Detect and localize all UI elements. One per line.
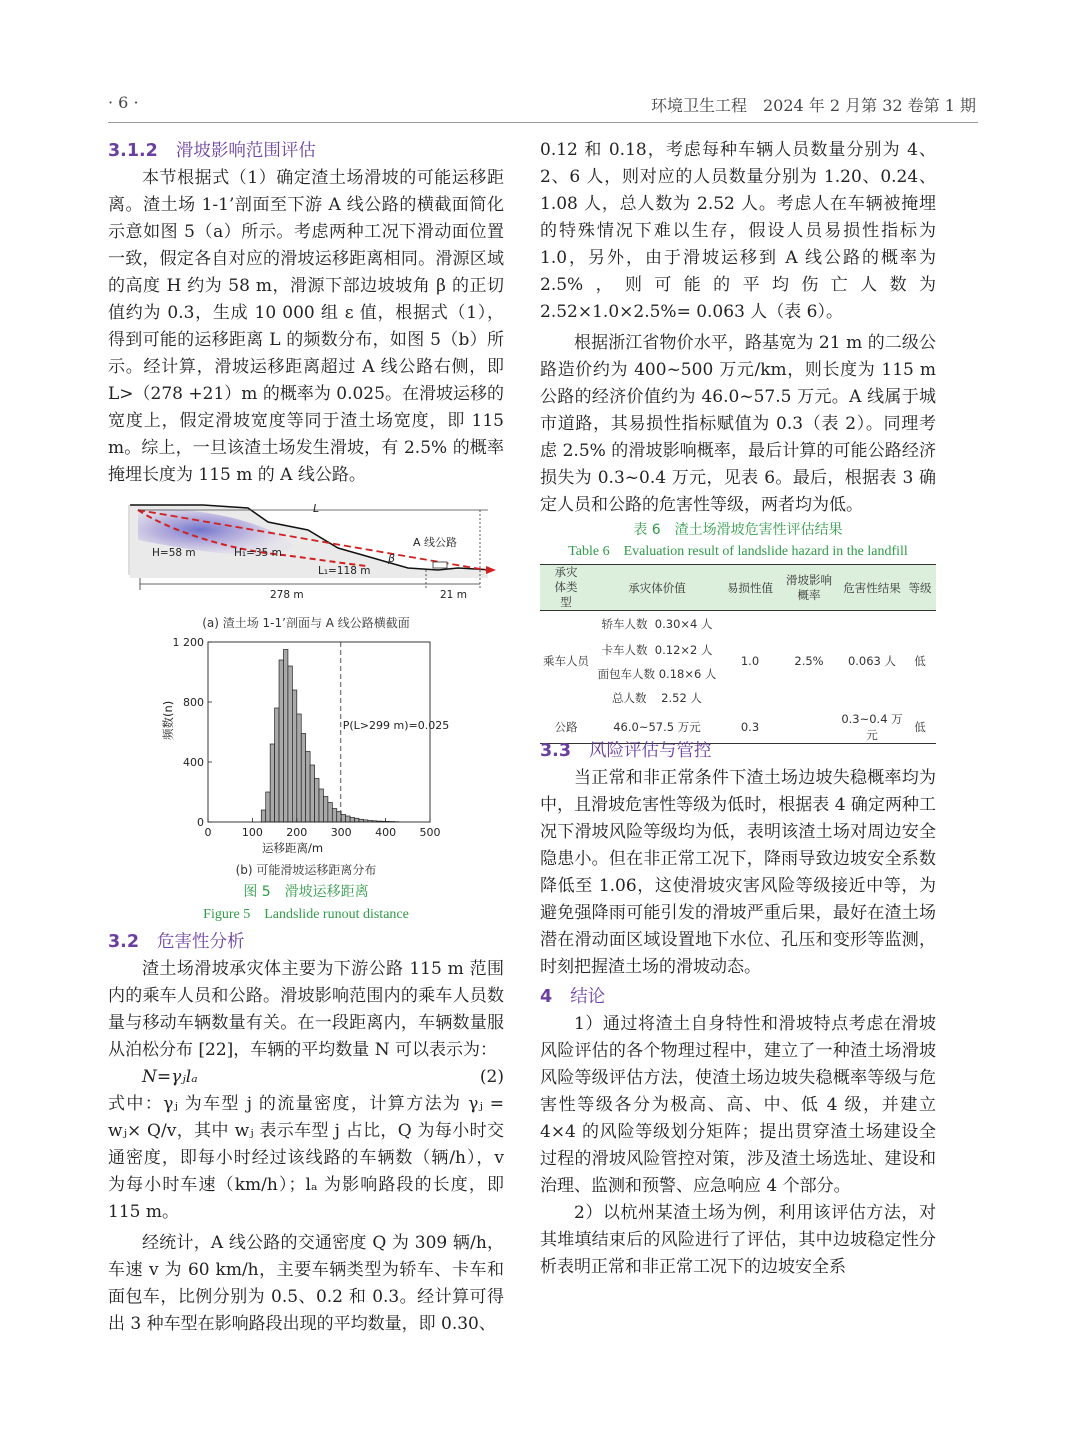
histogram-bar — [270, 744, 274, 822]
table-cell: 0.063 人 — [847, 653, 897, 668]
histogram-bar — [310, 765, 314, 822]
table-cell: 1.0 — [740, 653, 760, 668]
paragraph: 1）通过将渣土自身特性和滑坡特点考虑在滑坡风险评估的各个物理过程中，建立了一种渣土场滑坡风险等级评估方法，使渣土场边坡失稳概率等级与危害性等级各分为极高、高、中、低 4 级，并建立 4×4 的风险等级划分矩阵；提出贯穿渣土场建设全过程的滑坡风险管控对策，涉及渣土场选址、建设和治理、监测和预警、应急响应 4 个部分。 — [540, 1014, 936, 1196]
table-cell: 0.3~0.4 万元 — [841, 711, 903, 742]
histogram-bar — [350, 818, 354, 823]
y-tick-label: 1 200 — [172, 636, 204, 649]
section-3-2-heading: 3.2 危害性分析 — [108, 932, 245, 952]
y-tick-label: 800 — [183, 696, 204, 709]
figure-5a-cross-section — [108, 500, 504, 610]
left-column-bottom — [108, 928, 504, 1338]
table-cell: 卡车人数 0.12×2 人 — [601, 642, 713, 657]
x-tick-label: 300 — [330, 826, 352, 839]
section-3-1-2-heading: 3.1.2 滑坡影响范围评估 — [108, 141, 316, 161]
equation-2 — [108, 1064, 504, 1091]
label-H: H=58 m — [152, 547, 196, 559]
y-axis-label: 频数(n) — [161, 700, 175, 740]
label-278m: 278 m — [270, 589, 304, 601]
histogram-bar — [323, 797, 327, 823]
label-L1: L₁=118 m — [318, 565, 371, 577]
table-6 — [540, 564, 936, 744]
page-number: · 6 · — [108, 93, 139, 112]
histogram-bar — [297, 714, 301, 822]
table-6-caption-cn: 表 6 渣土场滑坡危害性评估结果 — [633, 522, 843, 538]
table-cell: 46.0~57.5 万元 — [613, 719, 701, 734]
table-6-caption-en: Table 6 Evaluation result of landslide hazard in the landfill — [568, 544, 908, 559]
table-cell: 乘车人员 — [543, 653, 589, 668]
left-column-top — [108, 137, 504, 489]
table-row — [540, 611, 936, 638]
vehicle-icon — [433, 562, 447, 568]
label-beta: β — [388, 552, 396, 565]
histogram-bar — [292, 690, 296, 822]
table-cell: 总人数 2.52 人 — [612, 691, 702, 705]
histogram-bar — [332, 809, 336, 823]
right-column-bottom — [540, 737, 936, 1281]
histogram-bar — [341, 815, 345, 823]
label-L: L — [313, 502, 320, 515]
header-rule — [108, 122, 978, 123]
figure-5-caption-en: Figure 5 Landslide runout distance — [203, 907, 409, 922]
histogram-bar — [355, 818, 359, 822]
histogram-bar — [279, 660, 283, 822]
label-road: A 线公路 — [413, 536, 458, 549]
figure-5a-caption: (a) 渣土场 1-1’剖面与 A 线公路横截面 — [202, 616, 410, 630]
table-header: 承灾体类型 — [554, 565, 578, 609]
x-tick-label: 100 — [241, 826, 263, 839]
table-cell: 0.3 — [740, 719, 760, 734]
journal-info: 环境卫生工程 2024 年 2 月第 32 卷第 1 期 — [650, 96, 976, 115]
x-tick-label: 500 — [419, 826, 441, 839]
histogram-bar — [261, 810, 265, 822]
section-3-3-heading: 3.3 风险评估与管控 — [540, 741, 712, 761]
right-column-top — [540, 137, 936, 519]
table-cell: 低 — [914, 653, 926, 668]
table-cell: 面包车人数 0.18×6 人 — [597, 666, 717, 681]
table-cell: 轿车人数 0.30×4 人 — [601, 617, 713, 632]
table-header: 等级 — [908, 580, 932, 595]
probability-annotation: P(L>299 m)=0.025 — [342, 719, 450, 732]
paragraph: 本节根据式（1）确定渣土场滑坡的可能运移距离。渣土场 1-1’剖面至下游 A 线公路的横截面简化示意如图 5（a）所示。考虑两种工况下滑动面位置一致，假定各自对应的滑坡运移距离相同。滑源区域的高度 H 约为 58 m，滑源下部边坡坡角 β 的正切值约为 0.3，生成 10 000 组 ε 值，根据式（1），得到可能的运移距离 L 的频数分布，如图 5（b）所示。经计算，滑坡运移距离超过 A 线公路右侧，即 L>（278 +21）m 的概率为 0.025。在滑坡运移的宽度上，假定滑坡宽度等同于渣土场宽度，即 115 m。综上，一旦该渣土场发生滑坡，有 2.5% 的概率掩埋长度为 115 m 的 A 线公路。 — [108, 168, 504, 485]
y-tick-label: 400 — [183, 756, 204, 769]
x-axis-label: 运移距离/m — [262, 841, 324, 855]
paragraph: 根据浙江省物价水平，路基宽为 21 m 的二级公路造价约为 400~500 万元/km，则长度为 115 m 公路的经济价值约为 46.0~57.5 万元。A 线属于城市道路，其易损性指标赋值为 0.3（表 2）。同理考虑 2.5% 的滑坡影响概率，最后计算的可能公路经济损失为 0.3~0.4 万元，见表 6。最后，根据表 3 确定人员和公路的危害性等级，两者均为低。 — [540, 333, 936, 515]
histogram-bar — [319, 789, 323, 822]
figure-5b-histogram — [160, 634, 460, 856]
equation-number: (2) — [479, 1067, 504, 1087]
paragraph: 当正常和非正常条件下渣土场边坡失稳概率均为中，且滑坡危害性等级为低时，根据表 4 确定两种工况下滑坡风险等级均为低，表明该渣土场对周边安全隐患小。但在非正常工况下，降雨导致边坡安全系数降低至 1.06，这使滑坡灾害风险等级接近中等，为避免强降雨可能引发的滑坡严重后果，最好在渣土场潜在滑动面区域设置地下水位、孔压和变形等监测，时刻把握渣土场的滑坡动态。 — [540, 768, 936, 977]
histogram-bar — [346, 816, 350, 822]
table-header-row — [540, 565, 936, 611]
table-header: 滑坡影响概率 — [786, 572, 832, 602]
label-H1: H₁=35 m — [234, 547, 282, 559]
figure-5b-caption: (b) 可能滑坡运移距离分布 — [235, 863, 377, 877]
histogram-bar — [328, 803, 332, 823]
histogram-bar — [283, 650, 287, 823]
label-21m: 21 m — [440, 589, 467, 601]
table-cell: 2.5% — [794, 653, 824, 668]
runout-arrow-icon — [486, 566, 496, 574]
table-cell: 低 — [914, 719, 926, 734]
histogram-bar — [266, 792, 270, 822]
figure-5-caption-cn: 图 5 滑坡运移距离 — [243, 884, 369, 900]
x-tick-label: 400 — [375, 826, 397, 839]
table-header: 易损性值 — [727, 580, 773, 595]
histogram-bar — [275, 708, 279, 822]
table-header: 危害性结果 — [843, 580, 901, 595]
table-cell: 公路 — [554, 719, 578, 734]
paragraph: 式中：γⱼ 为车型 j 的流量密度，计算方法为 γⱼ = wⱼ× Q/v，其中 wⱼ 表示车型 j 占比，Q 为每小时交通密度，即每小时经过该线路的车辆数（辆/h），v 为每小时车速（km/h）；lₐ 为影响路段的长度，即 115 m。 — [108, 1094, 504, 1222]
section-4-heading: 4 结论 — [540, 987, 606, 1007]
paragraph: 0.12 和 0.18，考虑每种车辆人员数量分别为 4、2、6 人，则对应的人员数量分别为 1.20、0.24、1.08 人，总人数为 2.52 人。考虑人在车辆被掩埋的特殊情况下难以生存，假设人员易损性指标为 1.0，另外，由于滑坡运移到 A 线公路的概率为 2.5%，则可能的平均伤亡人数为 2.52×1.0×2.5%= 0.063 人（表 6）。 — [540, 140, 936, 322]
histogram-bar — [306, 752, 310, 823]
equation-formula: N=γⱼlₐ — [142, 1067, 198, 1087]
histogram-bar — [288, 666, 292, 822]
paragraph: 2）以杭州某渣土场为例，利用该评估方法，对其堆填结束后的风险进行了评估，其中边坡稳定性分析表明正常和非正常工况下的边坡安全系 — [540, 1203, 936, 1277]
x-tick-label: 0 — [204, 826, 212, 839]
histogram-bar — [301, 734, 305, 823]
table-header: 承灾体价值 — [628, 580, 686, 595]
x-tick-label: 200 — [286, 826, 308, 839]
y-tick-label: 0 — [197, 816, 204, 829]
paragraph: 经统计，A 线公路的交通密度 Q 为 309 辆/h，车速 v 为 60 km/h，主要车辆类型为轿车、卡车和面包车，比例分别为 0.5、0.2 和 0.3。经计算可得出 3 种车型在影响路段出现的平均数量，即 0.30、 — [108, 1233, 504, 1334]
paragraph: 渣土场滑坡承灾体主要为下游公路 115 m 范围内的乘车人员和公路。滑坡影响范围内的乘车人员数量与移动车辆数量有关。在一段距离内，车辆数量服从泊松分布 [22]，车辆的平均数量 N 可以表示为： — [108, 959, 504, 1060]
histogram-bar — [315, 779, 319, 823]
